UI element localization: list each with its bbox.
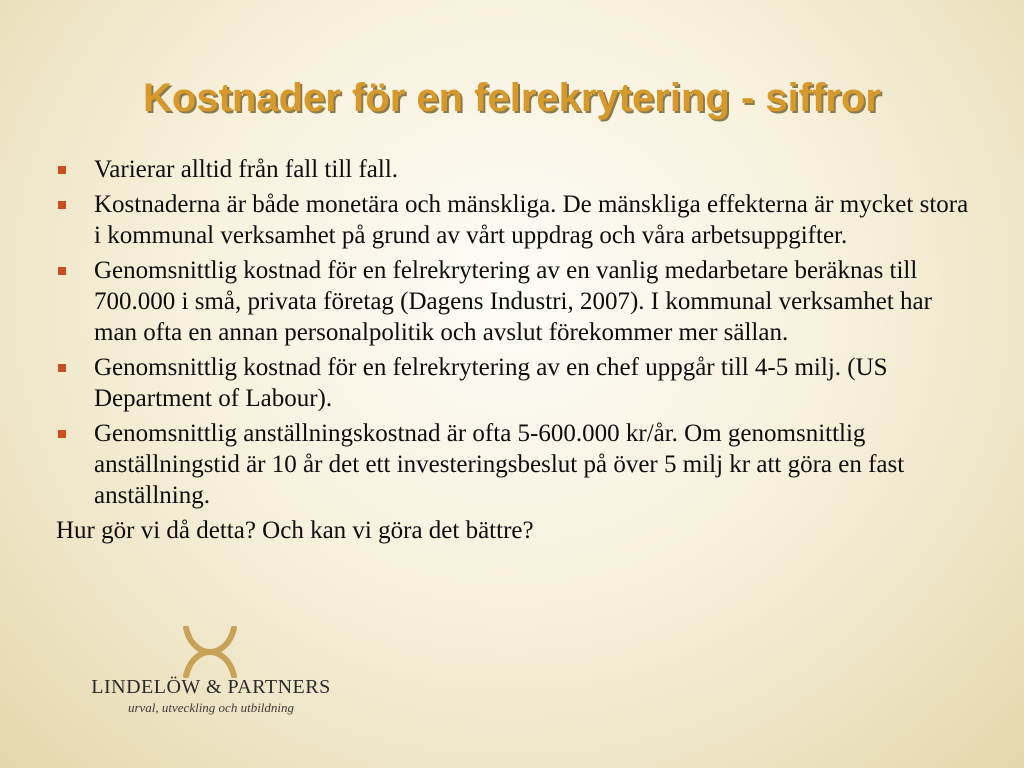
- square-bullet-icon: [58, 201, 66, 209]
- logo-name: LINDELÖW & PARTNERS: [91, 676, 331, 698]
- slide-content: [56, 154, 972, 546]
- bullet-item: [56, 418, 972, 511]
- bullet-text: Varierar alltid från fall till fall.: [94, 156, 399, 183]
- square-bullet-icon: [58, 364, 66, 372]
- bullet-item: [56, 154, 972, 185]
- bullet-item: [56, 255, 972, 348]
- bullet-text: Genomsnittlig kostnad för en felrekrytering av en vanlig medarbetare beräknas till 700.000 i små, privata företag (Dagens Industri, 2007). I kommunal verksamhet har man ofta en annan personalpolitik och avslut förekommer mer sällan.: [94, 257, 932, 346]
- logo-tagline: urval, utveckling och utbildning: [127, 700, 295, 715]
- bullet-text: Genomsnittlig anställningskostnad är ofta 5-600.000 kr/år. Om genomsnittlig anställningstid är 10 år det ett investeringsbeslut på över 5 milj kr att göra en fast anställning.: [94, 420, 905, 509]
- slide-title: Kostnader för en felrekrytering - siffror: [143, 76, 881, 120]
- logo-mark-icon: [180, 626, 240, 678]
- square-bullet-icon: [58, 430, 66, 438]
- closing-question: Hur gör vi då detta? Och kan vi göra det bättre?: [56, 517, 534, 544]
- bullet-item: [56, 352, 972, 414]
- company-logo: [66, 626, 356, 726]
- square-bullet-icon: [58, 166, 66, 174]
- bullet-text: Genomsnittlig kostnad för en felrekrytering av en chef uppgår till 4-5 milj. (US Department of Labour).: [94, 354, 888, 412]
- bullet-item: [56, 189, 972, 251]
- bullet-text: Kostnaderna är både monetära och mänskliga. De mänskliga effekterna är mycket stora i kommunal verksamhet på grund av vårt uppdrag och våra arbetsuppgifter.: [94, 191, 969, 249]
- bullet-list: [56, 154, 972, 511]
- square-bullet-icon: [58, 267, 66, 275]
